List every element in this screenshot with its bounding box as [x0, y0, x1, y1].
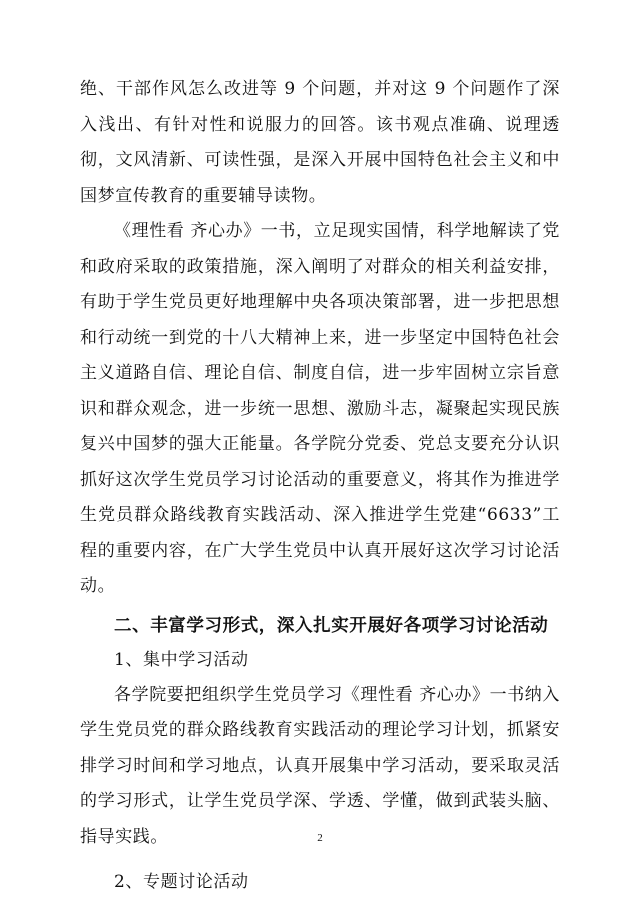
- subheading-collective-study: 1、集中学习活动: [114, 649, 249, 670]
- subheading-topic-discussion: 2、专题讨论活动: [114, 872, 249, 892]
- page-number: 2: [317, 832, 323, 844]
- paragraph-continuation: 绝、干部作风怎么改进等 9 个问题，并对这 9 个问题作了深入浅出、有针对性和说服力的回答。该书观点准确、说理透彻，文风清新、可读性强，是深入开展中国特色社会主义和中国梦宣传教育的重要辅导读物。: [80, 79, 560, 206]
- section-heading-2: 二、丰富学习形式，深入扎实开展好各项学习讨论活动: [114, 615, 549, 636]
- document-body: [80, 72, 560, 900]
- paragraph-collective-study: 各学院要把组织学生党员学习《理性看 齐心办》一书纳入学生党员党的群众路线教育实践活动的理论学习计划，抓紧安排学习时间和学习地点，认真开展集中学习活动，要采取灵活的学习形式，让学生党员学深、学透、学懂，做到武装头脑、指导实践。: [80, 684, 561, 847]
- paragraph-book-introduction: 《理性看 齐心办》一书，立足现实国情，科学地解读了党和政府采取的政策措施，深入阐明了对群众的相关利益安排，有助于学生党员更好地理解中央各项决策部署，进一步把思想和行动统一到党的十八大精神上来，进一步坚定中国特色社会主义道路自信、理论自信、制度自信，进一步牢固树立宗旨意识和群众观念，进一步统一思想、激励斗志，凝聚起实现民族复兴中国梦的强大正能量。各学院分党委、党总支要充分认识抓好这次学生党员学习讨论活动的重要意义，将其作为推进学生党员群众路线教育实践活动、深入推进学生党建“6633”工程的重要内容，在广大学生党员中认真开展好这次学习讨论活动。: [80, 221, 561, 596]
